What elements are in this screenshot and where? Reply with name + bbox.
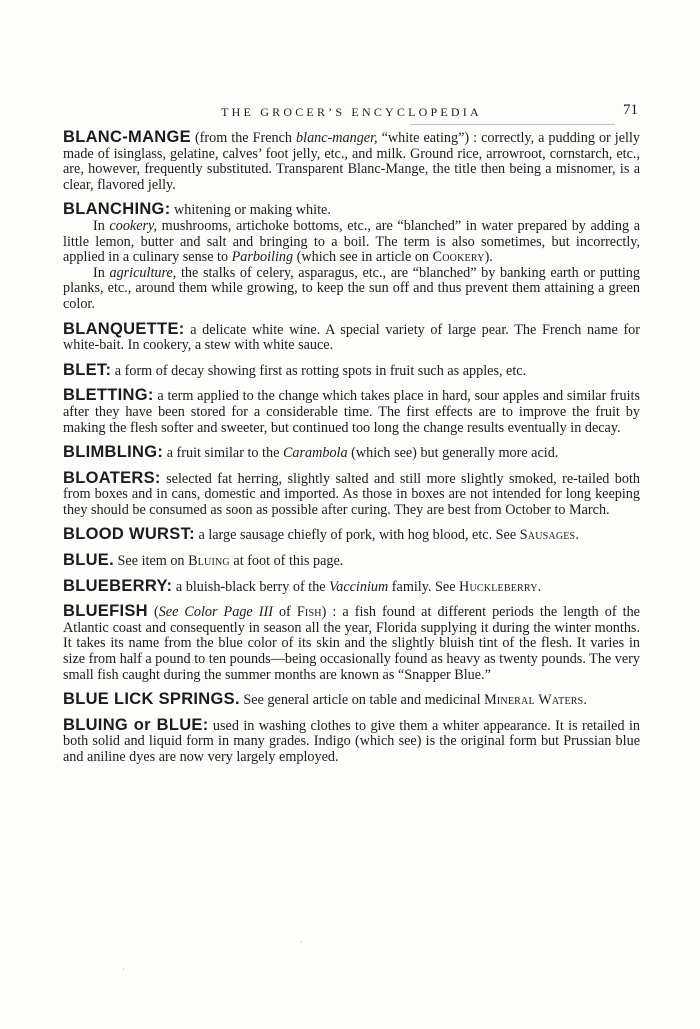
definition-text: a large sausage chiefly of pork, with hog blood, etc. See	[194, 527, 520, 544]
definition-text: a form of decay showing first as rotting spots in fruit such as apples, etc.	[111, 362, 527, 379]
italic-term: cookery,	[109, 217, 158, 234]
definition-text: used in washing clothes to give them a whiter appearance. It is retailed in both solid and liquid form in many grades. Indigo (which see) is the original form but Prussian blue and aniline dyes are now very largely employed.	[63, 717, 641, 765]
entry-bluing	[63, 715, 641, 766]
definition-text: .	[537, 578, 542, 595]
running-head	[63, 102, 640, 122]
entry-blet	[63, 360, 640, 380]
italic-term: agriculture,	[109, 264, 177, 281]
entry-blue	[63, 553, 640, 570]
definition-text: (	[147, 604, 159, 621]
headword: BLUE LICK SPRINGS.	[63, 690, 240, 709]
definition-text: .	[575, 527, 579, 544]
cross-reference: Fish	[296, 604, 322, 621]
definition-text: In	[93, 217, 110, 234]
entry-blanching	[63, 202, 640, 312]
paper-speck: ·	[300, 938, 303, 947]
headword: BLANC-MANGE	[63, 128, 191, 146]
headword: BLET:	[63, 360, 112, 379]
cross-reference: See Color Page III	[158, 604, 273, 621]
definition-text: selected fat herring, slightly salted and still more slightly smoked, re-tailed both from boxes and in cans, domestic and imported. As those in boxes are not intended for long keeping they should be consumed as soon as possible after curing. They are best from October to March.	[63, 470, 640, 518]
definition-text: a fruit similar to the	[163, 445, 283, 462]
definition-text: See general article on table and medicinal	[239, 692, 485, 709]
headword: BLANCHING:	[63, 200, 171, 219]
definition-text: a term applied to the change which takes place in hard, sour apples and similar fruits after they have been stored for a considerable time. The first effects are to improve the fruit by making the flesh softer and sweeter, but continued too long the change results eventually in decay.	[63, 388, 640, 436]
headword: BLOOD WURST:	[63, 525, 195, 544]
headword: BLUING or BLUE:	[63, 715, 209, 734]
cross-reference: Sausages	[519, 527, 576, 544]
definition-text: (which see in article on	[293, 249, 433, 266]
entry-bluefish	[63, 604, 640, 683]
headword: BLUEBERRY:	[63, 576, 173, 595]
entry-bloaters	[63, 468, 640, 519]
cross-reference: Mineral Waters	[484, 692, 584, 709]
definition-text: ) : a fish found at different periods the length of the Atlantic coast and consequently in season all the year, Florida supplying it during the winter months. It takes its name from the blue color of its skin and the slightly bluish tint of the flesh. It varies in size from half a pound to ten pounds—being occasionally found as heavy as twenty pounds. The very small fish caught during the summer months are known as “Snapper Blue.”	[63, 604, 640, 683]
entry-blanc-mange	[63, 130, 640, 193]
page-number: 71	[623, 102, 638, 118]
definition-text: whitening or making white.	[170, 202, 331, 219]
italic-term: Vaccinium	[329, 578, 389, 595]
entry-blimbling	[63, 445, 640, 462]
paragraph-cookery	[63, 219, 640, 266]
entry-blueberry	[63, 576, 640, 596]
definition-text: (which see) but generally more acid.	[347, 445, 559, 462]
italic-term: blanc-manger,	[296, 130, 378, 146]
definition-text: .	[583, 692, 587, 709]
header-rule	[410, 124, 615, 125]
headword: BLUE.	[63, 551, 114, 570]
definition-text: See item on	[114, 553, 189, 570]
cross-reference: Huckleberry	[459, 578, 538, 595]
definition-text: mushrooms, artichoke bottoms, etc., are “blanched” in water prepared by adding a little lemon, butter and salt and bringing to a boil. The term is also sometimes, but incorrectly, applied in a culinary sense to	[63, 217, 640, 266]
entry-blood-wurst	[63, 527, 640, 544]
definition-text: (from the French	[190, 130, 297, 146]
cross-reference: Carambola	[282, 445, 348, 462]
cross-reference: Parboiling	[231, 249, 294, 266]
definition-text: In	[93, 264, 110, 281]
definition-text: of	[272, 604, 297, 621]
definition-text: a bluish-black berry of the	[172, 578, 330, 595]
paragraph-agriculture	[63, 266, 640, 313]
definition-text: the stalks of celery, asparagus, etc., are “blanched” by banking earth or putting planks, etc., around them while growing, to keep the sun off and thus prevent them attaining a green color.	[63, 264, 640, 312]
headword: BLANQUETTE:	[63, 319, 185, 338]
definition-text: ).	[484, 249, 493, 266]
cross-reference: Bluing	[188, 553, 230, 570]
running-title: THE GROCER’S ENCYCLOPEDIA	[221, 105, 482, 119]
paper-speck: ·	[122, 965, 125, 974]
headword: BLUEFISH	[63, 602, 148, 621]
entry-bletting	[63, 388, 640, 436]
definition-text: a delicate white wine. A special variety of large pear. The French name for white-bait. In cookery, a stew with white sauce.	[63, 321, 640, 354]
definition-text: family. See	[388, 578, 460, 595]
definition-text: “white eating”) : correctly, a pudding or jelly made of isinglass, gelatine, calves’ foot jelly, etc., and milk. Ground rice, arrowroot, cornstarch, etc., are, however, frequently substituted. Transparent Blanc-Mange, the title then being a misnomer, is a clear, flavored jelly.	[63, 130, 640, 193]
cross-reference: Cookery	[432, 249, 485, 266]
headword: BLETTING:	[63, 386, 154, 405]
entries	[63, 130, 640, 775]
headword: BLOATERS:	[63, 468, 161, 487]
definition-text: at foot of this page.	[229, 553, 344, 570]
entry-blue-lick-springs	[63, 692, 640, 709]
entry-blanquette	[63, 319, 640, 354]
headword: BLIMBLING:	[63, 443, 164, 462]
